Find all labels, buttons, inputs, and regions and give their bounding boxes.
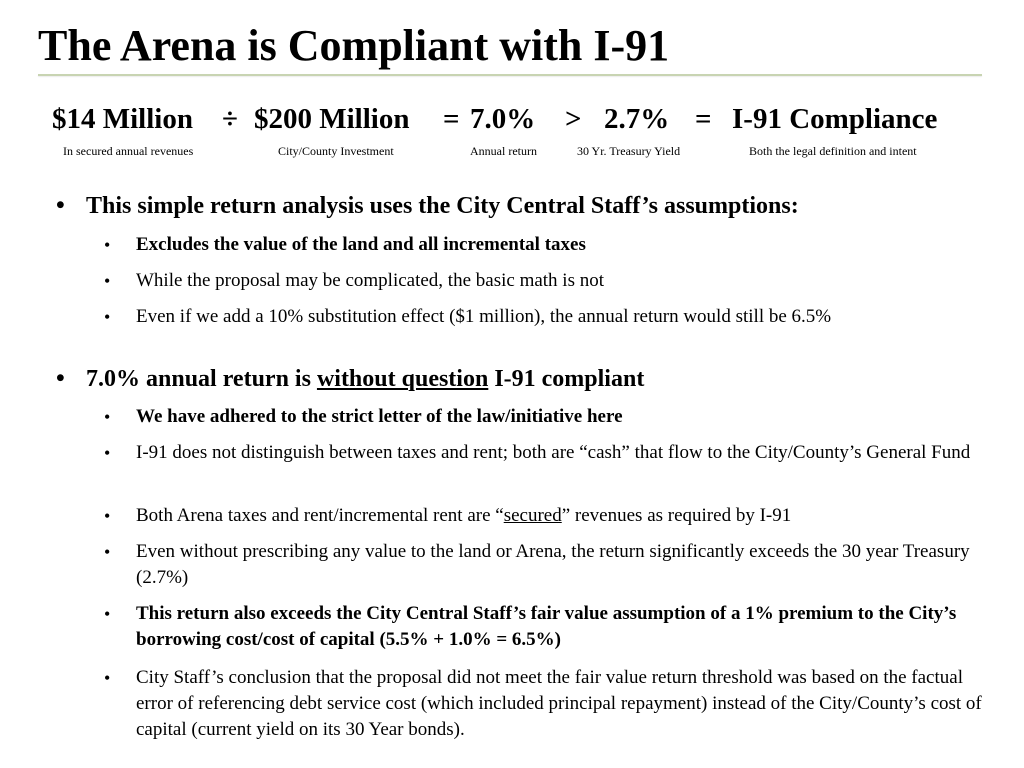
list-item	[136, 503, 986, 529]
bullet-icon: •	[56, 192, 65, 219]
list-item: I-91 does not distinguish between taxes and rent; both are “cash” that flow to the City/County’s General Fund	[136, 442, 971, 463]
caption-treasury-yield: 30 Yr. Treasury Yield	[577, 144, 681, 158]
bullet-icon: •	[104, 604, 111, 624]
bullet-icon: •	[104, 668, 111, 688]
equation-revenue: $14 Million	[52, 103, 193, 135]
equation-divide-sign: ÷	[222, 103, 238, 135]
heading-emphasis: without question	[316, 366, 489, 392]
equation-treasury-yield: 2.7%	[604, 103, 670, 135]
caption-compliance: Both the legal definition and intent	[749, 144, 917, 158]
caption-revenue: In secured annual revenues	[63, 144, 194, 158]
bullet-icon: •	[56, 365, 65, 392]
equation-equals-sign: =	[443, 103, 460, 135]
equation-equals-sign-2: =	[695, 103, 712, 135]
bullet-icon: •	[104, 542, 111, 562]
equation-compliance: I-91 Compliance	[732, 103, 938, 135]
bullet-icon: •	[104, 407, 111, 427]
list-item: This return also exceeds the City Central Staff’s fair value assumption of a 1% premium to the City’s borrowing cost/cost of capital (5.5% + 1.0% = 6.5%)	[136, 603, 957, 650]
equation-greater-sign: >	[565, 103, 582, 135]
heading-text: I-91 compliant	[488, 366, 645, 392]
section-heading: This simple return analysis uses the City Central Staff’s assumptions:	[86, 193, 799, 219]
section-heading	[86, 364, 644, 394]
bullet-icon: •	[104, 443, 111, 463]
title-divider	[38, 74, 982, 76]
item-text: Both Arena taxes and rent/incremental rent are “	[136, 505, 504, 526]
bullet-icon: •	[104, 307, 111, 327]
slide-title: The Arena is Compliant with I-91	[38, 21, 670, 70]
caption-investment: City/County Investment	[278, 144, 394, 158]
list-item: City Staff’s conclusion that the proposal did not meet the fair value return threshold was based on the factual error of referencing debt service cost (which included principal repayment) instead of the City/County’s cost of capital (current yield on its 30 Year bonds).	[136, 667, 982, 740]
list-item: While the proposal may be complicated, the basic math is not	[136, 270, 605, 291]
bullet-icon: •	[104, 235, 111, 255]
item-emphasis: secured	[503, 505, 562, 526]
list-item: We have adhered to the strict letter of the law/initiative here	[136, 406, 623, 427]
bullet-icon: •	[104, 271, 111, 291]
list-item: Even without prescribing any value to the land or Arena, the return significantly exceeds the 30 year Treasury (2.7%)	[136, 541, 970, 588]
list-item: Even if we add a 10% substitution effect ($1 million), the annual return would still be 6.5%	[136, 306, 832, 327]
bullet-icon: •	[104, 506, 111, 526]
list-item: Excludes the value of the land and all incremental taxes	[136, 234, 586, 255]
caption-return: Annual return	[470, 144, 537, 158]
heading-text: 7.0% annual return is	[86, 366, 317, 392]
equation-investment: $200 Million	[254, 103, 410, 135]
item-text: ” revenues as required by I-91	[561, 505, 792, 526]
equation-return: 7.0%	[470, 103, 536, 135]
